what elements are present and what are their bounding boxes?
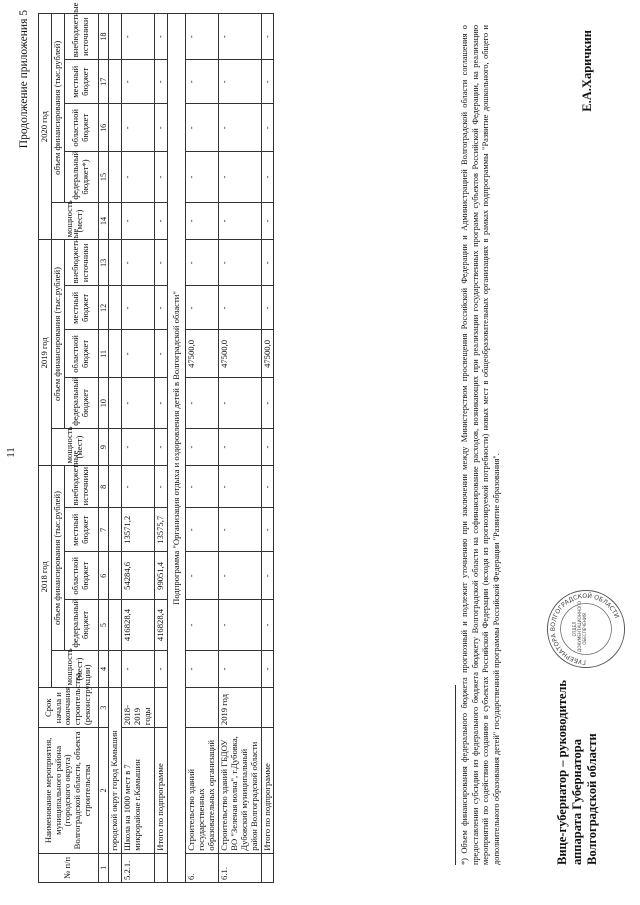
header-regional-2020: областной бюджет (64, 104, 98, 152)
value-cell: - (186, 286, 219, 330)
header-offbudget-2018: внебюджетные источники (64, 466, 98, 508)
value-cell: - (186, 650, 219, 688)
value-cell: 47500,0 (261, 330, 274, 378)
empty-cell (109, 466, 122, 508)
value-cell: - (261, 600, 274, 650)
column-number: 16 (98, 104, 108, 152)
value-cell: 54284,6 (122, 552, 155, 600)
empty-cell (109, 330, 122, 378)
value-cell: - (154, 60, 167, 104)
column-number: 13 (98, 240, 108, 286)
value-cell: - (186, 552, 219, 600)
row-term (261, 688, 274, 728)
header-local-2020: местный бюджет (64, 60, 98, 104)
table-row (219, 14, 262, 883)
value-cell: - (122, 152, 155, 202)
row-number (154, 853, 167, 882)
column-number: 6 (98, 552, 108, 600)
empty-cell (109, 508, 122, 552)
value-cell: - (122, 286, 155, 330)
footnote: *) Объем финансирования федерального бюджета прогнозный и подлежит уточнению при заключении между Министерством просвещения Российской Федерации и Администрацией Волгоградской области соглашения о предоставлении субсидии из федерального бюджета бюджету Волгоградской области на софинансирование расходов, возникающих при реализации государственных программ субъектов Российской Федерации, на реализацию мероприятий по содействию созданию в субъектах Российской Федерации (исходя из прогнозируемой потребности) новых мест в общеобразовательных организациях в рамках подпрограммы "Развитие дошкольного, общего и дополнительного образования детей" государственной программы Российской Федерации "Развитие образования". (460, 25, 501, 865)
value-cell: - (261, 152, 274, 202)
header-local-2019: местный бюджет (64, 286, 98, 330)
row-number: 6. (186, 853, 219, 882)
value-cell: - (261, 60, 274, 104)
value-cell: - (154, 152, 167, 202)
row-name: Строительство зданий государственных образовательных организаций (186, 728, 219, 854)
value-cell: 416828,4 (122, 600, 155, 650)
header-year-2020: 2020 год (39, 14, 52, 240)
header-name: Наименование мероприятия, муниципального района (городского округа) Волгоградской области, объекта строительства (39, 728, 99, 854)
empty-cell (109, 104, 122, 152)
empty-cell (109, 286, 122, 330)
value-cell: - (261, 428, 274, 466)
header-capacity-2019: мощность (мест) (51, 428, 98, 466)
value-cell: - (219, 428, 262, 466)
value-cell: - (154, 202, 167, 240)
value-cell: - (122, 60, 155, 104)
value-cell: - (122, 466, 155, 508)
column-number: 11 (98, 330, 108, 378)
empty-cell (109, 650, 122, 688)
empty-cell (109, 428, 122, 466)
appendix-continuation: Продолжение приложения 5 (18, 10, 30, 149)
value-cell: - (186, 60, 219, 104)
value-cell: - (219, 60, 262, 104)
header-capacity-2018: мощность (мест) (51, 650, 98, 688)
value-cell: - (219, 466, 262, 508)
header-regional-2019: областной бюджет (64, 330, 98, 378)
value-cell: - (154, 104, 167, 152)
table-row (122, 14, 155, 883)
value-cell: - (122, 104, 155, 152)
signatory-name: Е.А.Харичкин (580, 30, 594, 112)
section-title: городской округ город Камышин (109, 688, 122, 853)
column-number: 5 (98, 600, 108, 650)
empty-cell (109, 60, 122, 104)
value-cell: - (261, 466, 274, 508)
value-cell: - (219, 552, 262, 600)
signature-position-line1: Вице-губернатор – руководитель (555, 679, 569, 865)
header-funding-2019: объем финансирования (тыс.рублей) (51, 240, 64, 428)
header-num: № п/п (39, 853, 99, 882)
table-row (167, 14, 186, 883)
table-row (109, 14, 122, 883)
header-federal-2018: федеральный бюджет (64, 600, 98, 650)
column-number: 9 (98, 428, 108, 466)
subprogram-title: Подпрограмма "Организация отдыха и оздоровления детей в Волгоградской области" (167, 14, 186, 883)
value-cell: - (154, 240, 167, 286)
row-term: 2018-2019 годы (122, 688, 155, 728)
empty-cell (109, 552, 122, 600)
value-cell: - (186, 202, 219, 240)
value-cell: - (261, 240, 274, 286)
header-capacity-2020: мощность (мест) (51, 202, 98, 240)
value-cell: - (261, 286, 274, 330)
row-term: 2019 год (219, 688, 262, 728)
value-cell: - (154, 466, 167, 508)
footnote-rule (455, 685, 456, 865)
header-federal-2019: федеральный бюджет (64, 378, 98, 428)
official-seal-icon (545, 588, 627, 670)
value-cell: - (122, 428, 155, 466)
value-cell: - (186, 508, 219, 552)
value-cell: - (261, 104, 274, 152)
column-number: 1 (98, 853, 108, 882)
value-cell: - (186, 600, 219, 650)
table-row (186, 14, 219, 883)
header-year-2018: 2018 год (39, 466, 52, 688)
signature-block (555, 680, 600, 865)
column-number: 18 (98, 14, 108, 60)
row-name: Школа на 1000 мест в 7 микрорайоне г.Камышин (122, 728, 155, 854)
row-term (154, 688, 167, 728)
row-name: Итого по подпрограмме (261, 728, 274, 854)
value-cell: - (219, 240, 262, 286)
empty-cell (109, 378, 122, 428)
header-offbudget-2020: внебюджетные источники (64, 14, 98, 60)
empty-cell (109, 853, 122, 882)
value-cell: 99051,4 (154, 552, 167, 600)
value-cell: - (154, 286, 167, 330)
page-number: 11 (5, 447, 17, 458)
row-number (261, 853, 274, 882)
column-number: 8 (98, 466, 108, 508)
value-cell: 47500,0 (219, 330, 262, 378)
value-cell: - (219, 104, 262, 152)
column-number: 10 (98, 378, 108, 428)
value-cell: - (186, 152, 219, 202)
empty-cell (109, 600, 122, 650)
seal-center-text: ОТДЕЛ ДОКУМЕНТАЦИОННОГО ОБЕСПЕЧЕНИЯ (572, 600, 588, 652)
empty-cell (109, 240, 122, 286)
value-cell: - (261, 508, 274, 552)
value-cell: - (219, 14, 262, 60)
value-cell: 416828,4 (154, 600, 167, 650)
header-year-2019: 2019 год (39, 240, 52, 466)
value-cell: - (261, 650, 274, 688)
row-name: Итого по подпрограмме (154, 728, 167, 854)
table-row (261, 14, 274, 883)
value-cell: - (219, 152, 262, 202)
value-cell: - (154, 330, 167, 378)
value-cell: - (219, 600, 262, 650)
signature-position-line2: аппарата Губернатора (570, 739, 584, 865)
column-number: 3 (98, 688, 108, 728)
value-cell: - (122, 240, 155, 286)
value-cell: - (122, 330, 155, 378)
empty-cell (109, 152, 122, 202)
value-cell: 47500,0 (186, 330, 219, 378)
value-cell: - (122, 650, 155, 688)
seal-ring-text: ГУБЕРНАТОРА ВОЛГОГРАДСКОЙ ОБЛАСТИ (549, 592, 621, 666)
value-cell: - (261, 202, 274, 240)
column-number: 17 (98, 60, 108, 104)
header-term: Срок начала и окончания строительства (реконструкции) (39, 688, 99, 728)
value-cell: - (261, 378, 274, 428)
value-cell: - (261, 14, 274, 60)
value-cell: - (186, 104, 219, 152)
value-cell: - (122, 202, 155, 240)
value-cell: 13571,2 (122, 508, 155, 552)
column-number: 12 (98, 286, 108, 330)
row-number: 6.1. (219, 853, 262, 882)
column-number: 7 (98, 508, 108, 552)
header-offbudget-2019: внебюджетные источники (64, 240, 98, 286)
value-cell: - (154, 428, 167, 466)
value-cell: - (219, 508, 262, 552)
row-term (186, 688, 219, 728)
value-cell: - (219, 286, 262, 330)
row-number: 5.2.1. (122, 853, 155, 882)
value-cell: - (219, 650, 262, 688)
header-funding-2020: объем финансирования (тыс.рублей) (51, 14, 64, 203)
header-regional-2018: областной бюджет (64, 552, 98, 600)
value-cell: - (219, 202, 262, 240)
column-number: 14 (98, 202, 108, 240)
header-federal-2020: федеральный бюджет*) (64, 152, 98, 202)
financing-table (38, 2, 274, 883)
column-number: 2 (98, 728, 108, 854)
value-cell: - (261, 552, 274, 600)
value-cell: - (154, 650, 167, 688)
value-cell: - (154, 14, 167, 60)
value-cell: - (154, 378, 167, 428)
value-cell: - (186, 466, 219, 508)
column-number-row (98, 14, 108, 883)
signature-position-line3: Волгоградской области (585, 733, 599, 865)
table-body (109, 14, 274, 883)
empty-cell (109, 202, 122, 240)
empty-cell (109, 14, 122, 60)
value-cell: - (219, 378, 262, 428)
value-cell: - (186, 14, 219, 60)
value-cell: 13575,7 (154, 508, 167, 552)
row-name: Строительство зданий ГБДОУ ВО "Зеленая волна", г.Дубовка, Дубовский муниципальный район Волгоградской области (219, 728, 262, 854)
column-number: 4 (98, 650, 108, 688)
value-cell: - (186, 428, 219, 466)
header-local-2018: местный бюджет (64, 508, 98, 552)
value-cell: - (186, 378, 219, 428)
value-cell: - (122, 14, 155, 60)
value-cell: - (122, 378, 155, 428)
column-number: 15 (98, 152, 108, 202)
value-cell: - (186, 240, 219, 286)
header-funding-2018: объем финансирования (тыс.рублей) (51, 466, 64, 650)
table-row (154, 14, 167, 883)
